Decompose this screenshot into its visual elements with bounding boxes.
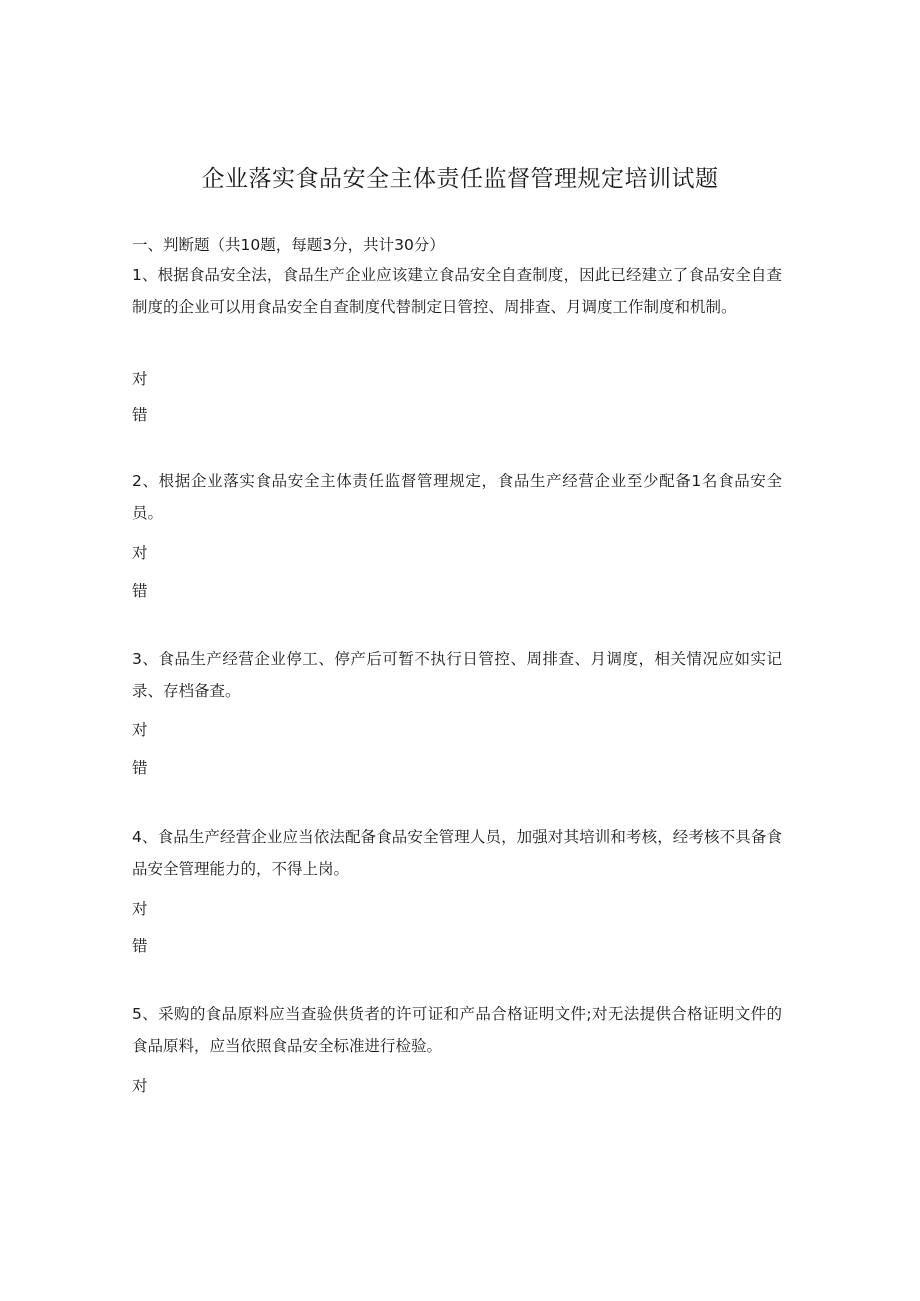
question-text: 1、根据食品安全法，食品生产企业应该建立食品安全自查制度，因此已经建立了食品安全自查制度的企业可以用食品安全自查制度代替制定日管控、周排查、月调度工作制度和机制。 bbox=[132, 266, 782, 316]
question-2 bbox=[132, 465, 782, 600]
question-1 bbox=[132, 259, 782, 424]
option-false[interactable]: 错 bbox=[132, 937, 148, 955]
question-text: 4、食品生产经营企业应当依法配备食品安全管理人员，加强对其培训和考核，经考核不具备食品安全管理能力的，不得上岗。 bbox=[132, 828, 782, 878]
option-false[interactable]: 错 bbox=[132, 582, 148, 600]
option-true[interactable]: 对 bbox=[132, 721, 148, 739]
question-text: 3、食品生产经营企业停工、停产后可暂不执行日管控、周排查、月调度，相关情况应如实记录、存档备查。 bbox=[132, 650, 782, 700]
option-true[interactable]: 对 bbox=[132, 900, 148, 918]
option-false[interactable]: 错 bbox=[132, 759, 148, 777]
question-5 bbox=[132, 998, 782, 1095]
section-heading: 一、判断题（共10题，每题3分，共计30分） bbox=[132, 236, 445, 254]
option-true[interactable]: 对 bbox=[132, 1077, 148, 1095]
question-text: 5、采购的食品原料应当查验供货者的许可证和产品合格证明文件;对无法提供合格证明文件的食品原料，应当依照食品安全标准进行检验。 bbox=[132, 1005, 782, 1055]
question-text: 2、根据企业落实食品安全主体责任监督管理规定，食品生产经营企业至少配备1名食品安全员。 bbox=[132, 472, 782, 522]
question-4 bbox=[132, 821, 782, 955]
option-true[interactable]: 对 bbox=[132, 370, 148, 388]
question-3 bbox=[132, 643, 782, 777]
document-title: 企业落实食品安全主体责任监督管理规定培训试题 bbox=[201, 166, 719, 192]
option-true[interactable]: 对 bbox=[132, 544, 148, 562]
option-false[interactable]: 错 bbox=[132, 406, 148, 424]
